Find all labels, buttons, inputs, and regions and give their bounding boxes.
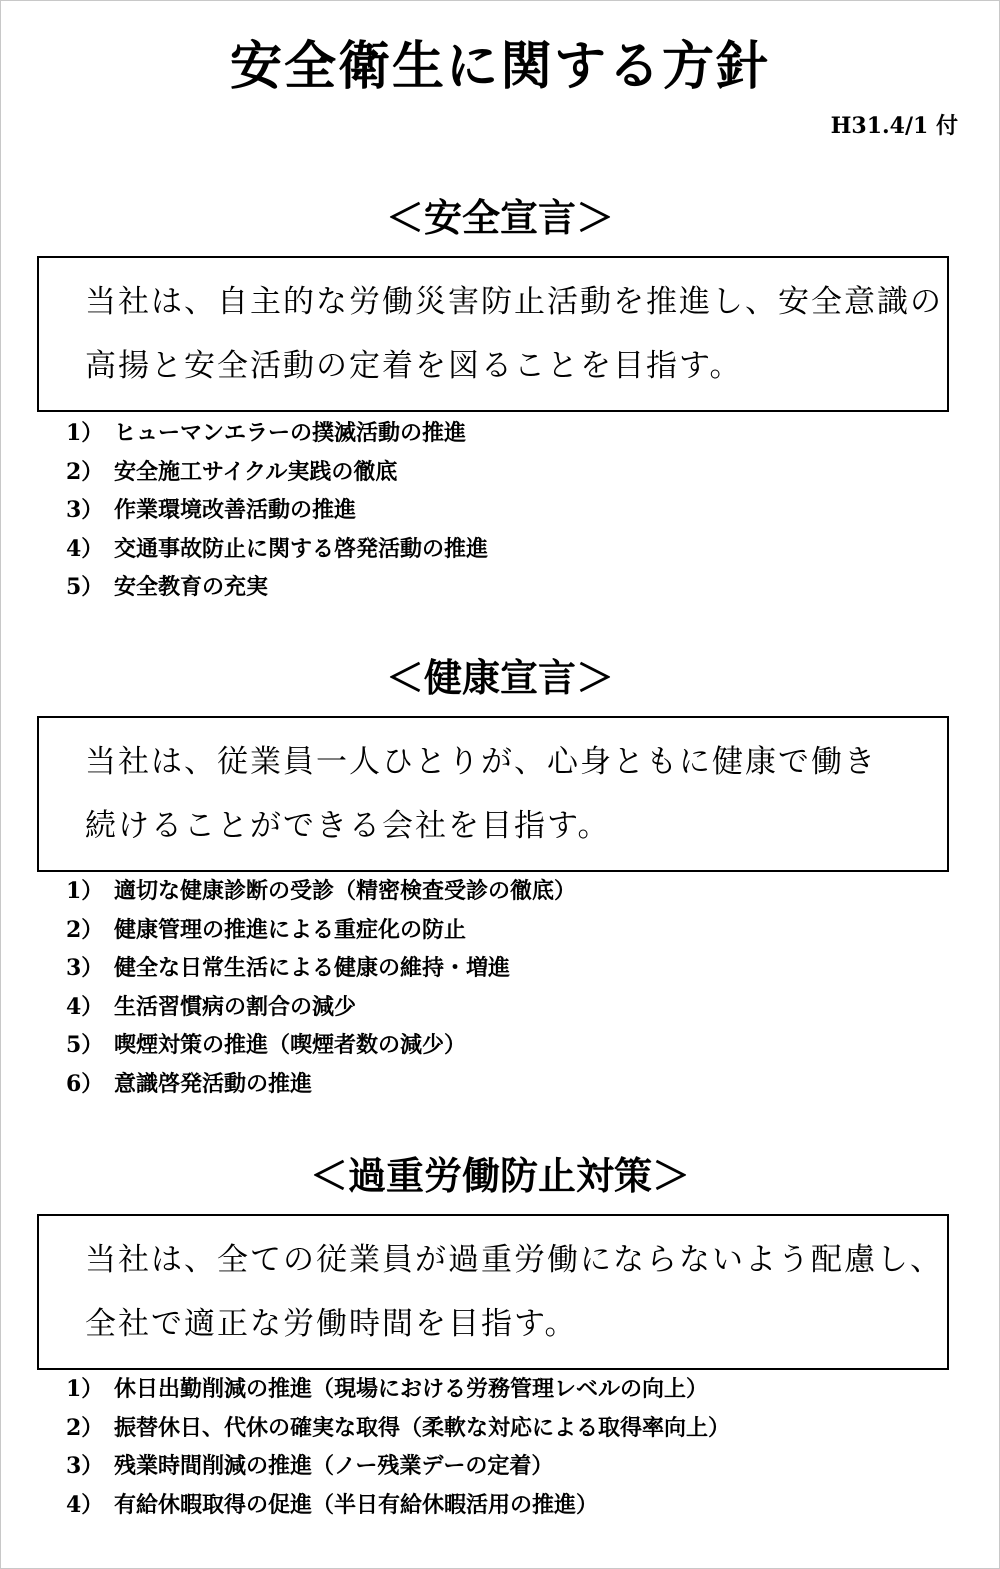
safety-item-list bbox=[66, 414, 488, 607]
list-item bbox=[66, 1065, 576, 1104]
health-heading: ＜健康宣言＞ bbox=[385, 656, 614, 700]
safety-declaration-line: 当社は、自主的な労働災害防止活動を推進し、安全意識の bbox=[85, 284, 943, 320]
item-number: 1） bbox=[66, 420, 104, 446]
safety-declaration-line: 高揚と安全活動の定着を図ることを目指す。 bbox=[85, 348, 743, 384]
list-item bbox=[66, 988, 576, 1027]
safety-declaration-box bbox=[37, 256, 949, 412]
list-item bbox=[66, 872, 576, 911]
overwork-declaration-box bbox=[37, 1214, 949, 1370]
item-number: 5） bbox=[66, 574, 104, 600]
item-text: 生活習慣病の割合の減少 bbox=[114, 993, 357, 1020]
overwork-declaration-line: 当社は、全ての従業員が過重労働にならないよう配慮し、 bbox=[85, 1242, 943, 1278]
item-text: 喫煙対策の推進（喫煙者数の減少） bbox=[114, 1032, 467, 1058]
safety-heading: ＜安全宣言＞ bbox=[385, 196, 614, 240]
item-text: 健全な日常生活による健康の維持・増進 bbox=[114, 955, 511, 981]
list-item bbox=[66, 1026, 576, 1065]
health-declaration-box bbox=[37, 716, 949, 872]
item-text: 休日出勤削減の推進（現場における労務管理レベルの向上） bbox=[114, 1376, 709, 1402]
item-number: 2） bbox=[66, 1414, 104, 1441]
health-item-list bbox=[66, 872, 576, 1103]
item-number: 3） bbox=[66, 497, 104, 523]
list-item bbox=[66, 911, 576, 950]
list-item bbox=[66, 1409, 730, 1448]
item-text: 振替休日、代休の確実な取得（柔軟な対応による取得率向上） bbox=[114, 1414, 731, 1441]
issue-date: H31.4/1 付 bbox=[830, 113, 958, 139]
list-item bbox=[66, 1447, 730, 1486]
item-number: 3） bbox=[66, 1453, 104, 1479]
list-item bbox=[66, 414, 488, 453]
item-text: 意識啓発活動の推進 bbox=[114, 1070, 313, 1097]
list-item bbox=[66, 491, 488, 530]
list-item bbox=[66, 1370, 730, 1409]
page-title: 安全衛生に関する方針 bbox=[229, 37, 770, 97]
item-text: 有給休暇取得の促進（半日有給休暇活用の推進） bbox=[114, 1491, 599, 1518]
list-item bbox=[66, 949, 576, 988]
list-item bbox=[66, 568, 488, 607]
item-text: 安全教育の充実 bbox=[114, 574, 269, 600]
overwork-item-list bbox=[66, 1370, 730, 1524]
health-declaration-line: 当社は、従業員一人ひとりが、心身ともに健康で働き bbox=[85, 744, 877, 780]
health-declaration-line: 続けることができる会社を目指す。 bbox=[85, 808, 611, 844]
item-number: 5） bbox=[66, 1032, 104, 1058]
item-number: 4） bbox=[66, 535, 104, 562]
overwork-heading: ＜過重労働防止対策＞ bbox=[309, 1154, 690, 1198]
item-number: 4） bbox=[66, 1491, 104, 1518]
item-text: 健康管理の推進による重症化の防止 bbox=[114, 916, 467, 943]
list-item bbox=[66, 1486, 730, 1525]
item-text: 安全施工サイクル実践の徹底 bbox=[114, 458, 398, 485]
item-number: 3） bbox=[66, 955, 104, 981]
item-text: 交通事故防止に関する啓発活動の推進 bbox=[114, 535, 489, 562]
item-number: 4） bbox=[66, 993, 104, 1020]
item-number: 6） bbox=[66, 1070, 104, 1097]
item-number: 2） bbox=[66, 458, 104, 485]
list-item bbox=[66, 530, 488, 569]
item-text: 作業環境改善活動の推進 bbox=[114, 497, 357, 523]
item-number: 1） bbox=[66, 1376, 104, 1402]
item-text: 残業時間削減の推進（ノー残業デーの定着） bbox=[114, 1453, 554, 1479]
list-item bbox=[66, 453, 488, 492]
item-number: 1） bbox=[66, 878, 104, 904]
item-text: 適切な健康診断の受診（精密検査受診の徹底） bbox=[114, 878, 577, 904]
overwork-declaration-line: 全社で適正な労働時間を目指す。 bbox=[85, 1306, 578, 1342]
item-number: 2） bbox=[66, 916, 104, 943]
item-text: ヒューマンエラーの撲滅活動の推進 bbox=[114, 420, 467, 446]
